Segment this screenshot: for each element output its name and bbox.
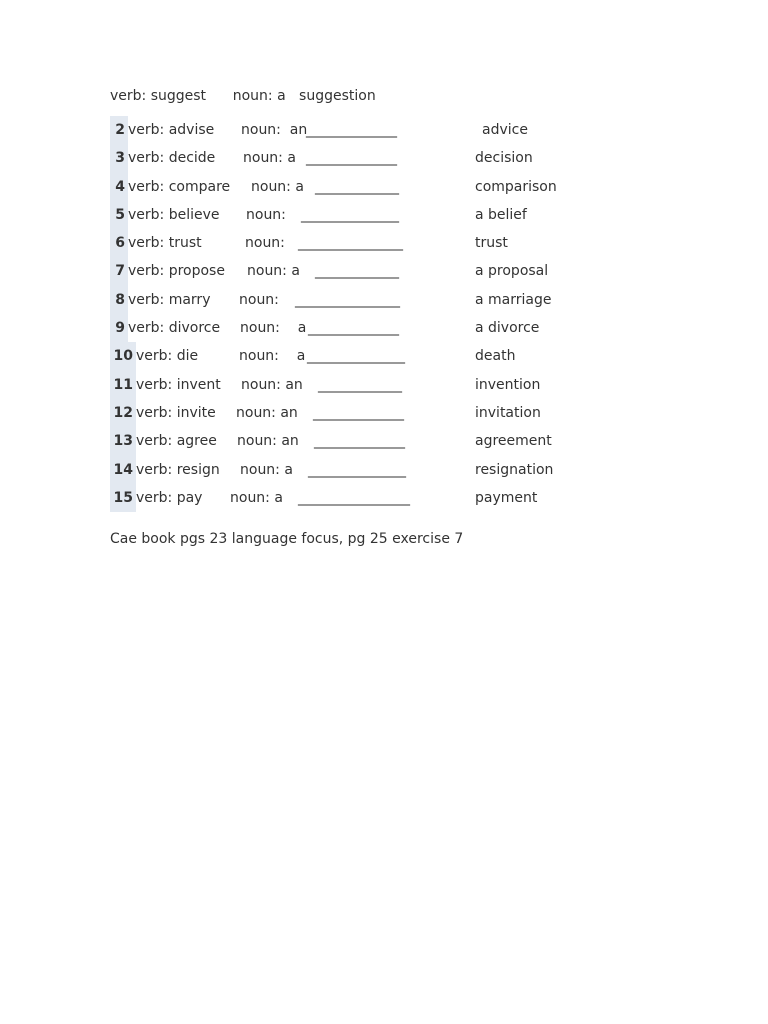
item-number: 15 xyxy=(110,484,136,512)
noun-label: noun: a xyxy=(247,263,300,280)
item-number: 14 xyxy=(110,456,136,484)
exercise-row xyxy=(110,342,570,370)
exercise-row xyxy=(110,144,570,172)
exercise-row xyxy=(110,229,570,257)
verb-label: verb: marry xyxy=(128,291,211,308)
exercise-row xyxy=(110,484,570,512)
verb-label: verb: compare xyxy=(128,178,231,195)
answer-blank[interactable]: _____________ xyxy=(314,433,405,450)
answer-blank[interactable]: ______________ xyxy=(308,461,406,478)
item-number: 9 xyxy=(110,314,128,342)
exercise-list xyxy=(110,116,570,512)
noun-label: noun: a xyxy=(240,461,293,478)
verb-label: verb: agree xyxy=(136,433,217,450)
noun-label: noun: a xyxy=(243,150,296,167)
answer-text: advice xyxy=(482,122,528,138)
answer-blank[interactable]: ____________ xyxy=(318,376,402,393)
example-line: verb: suggest noun: a suggestion xyxy=(110,88,376,104)
item-number: 10 xyxy=(110,342,136,370)
verb-label: verb: propose xyxy=(128,263,225,280)
exercise-row xyxy=(110,173,570,201)
noun-label: noun: an xyxy=(241,122,308,138)
answer-text: a belief xyxy=(475,206,527,223)
item-number: 3 xyxy=(110,144,128,172)
verb-label: verb: believe xyxy=(128,206,220,223)
item-number: 8 xyxy=(110,286,128,314)
answer-blank[interactable]: _____________ xyxy=(313,404,404,421)
verb-label: verb: invite xyxy=(136,404,216,421)
exercise-row xyxy=(110,427,570,455)
book-reference: Cae book pgs 23 language focus, pg 25 exercise 7 xyxy=(110,531,464,547)
answer-text: death xyxy=(475,348,516,365)
answer-text: payment xyxy=(475,489,538,506)
verb-label: verb: invent xyxy=(136,376,221,393)
exercise-row xyxy=(110,456,570,484)
noun-label: noun: an xyxy=(241,376,303,393)
verb-label: verb: advise xyxy=(128,122,215,138)
answer-blank[interactable]: _______________ xyxy=(295,291,400,308)
noun-label: noun: an xyxy=(236,404,298,421)
verb-label: verb: pay xyxy=(136,489,203,506)
verb-label: verb: resign xyxy=(136,461,220,478)
answer-text: a marriage xyxy=(475,291,552,308)
item-number: 7 xyxy=(110,257,128,285)
answer-text: comparison xyxy=(475,178,557,195)
exercise-row xyxy=(110,257,570,285)
item-number: 12 xyxy=(110,399,136,427)
exercise-row xyxy=(110,314,570,342)
item-number: 11 xyxy=(110,371,136,399)
answer-text: a divorce xyxy=(475,320,540,337)
answer-text: invention xyxy=(475,376,541,393)
verb-label: verb: trust xyxy=(128,235,202,252)
answer-text: resignation xyxy=(475,461,554,478)
answer-text: trust xyxy=(475,235,508,252)
exercise-row xyxy=(110,399,570,427)
noun-label: noun: xyxy=(245,235,285,252)
answer-blank[interactable]: ________________ xyxy=(298,489,410,506)
noun-label: noun: a xyxy=(230,489,283,506)
answer-blank[interactable]: _____________ xyxy=(308,320,399,337)
answer-text: decision xyxy=(475,150,533,167)
item-number: 13 xyxy=(110,427,136,455)
exercise-row xyxy=(110,116,570,144)
noun-label: noun: xyxy=(246,206,286,223)
verb-label: verb: die xyxy=(136,348,199,365)
exercise-row xyxy=(110,371,570,399)
item-number: 4 xyxy=(110,173,128,201)
item-number: 5 xyxy=(110,201,128,229)
noun-label: noun: a xyxy=(240,320,307,337)
answer-text: invitation xyxy=(475,404,541,421)
answer-blank[interactable]: _______________ xyxy=(298,235,403,252)
verb-label: verb: decide xyxy=(128,150,216,167)
answer-blank[interactable]: ______________ xyxy=(307,348,405,365)
item-number: 2 xyxy=(110,116,128,144)
answer-blank[interactable]: ____________ xyxy=(315,178,399,195)
noun-label: noun: a xyxy=(239,348,306,365)
noun-label: noun: a xyxy=(251,178,304,195)
noun-label: noun: xyxy=(239,291,279,308)
answer-blank[interactable]: _____________ xyxy=(306,150,397,167)
exercise-row xyxy=(110,286,570,314)
answer-blank[interactable]: ____________ xyxy=(315,263,399,280)
item-number: 6 xyxy=(110,229,128,257)
answer-text: agreement xyxy=(475,433,552,450)
exercise-row xyxy=(110,201,570,229)
verb-label: verb: divorce xyxy=(128,320,221,337)
answer-blank[interactable]: ______________ xyxy=(301,206,399,223)
answer-blank[interactable]: _____________ xyxy=(306,122,397,138)
answer-text: a proposal xyxy=(475,263,549,280)
noun-label: noun: an xyxy=(237,433,299,450)
